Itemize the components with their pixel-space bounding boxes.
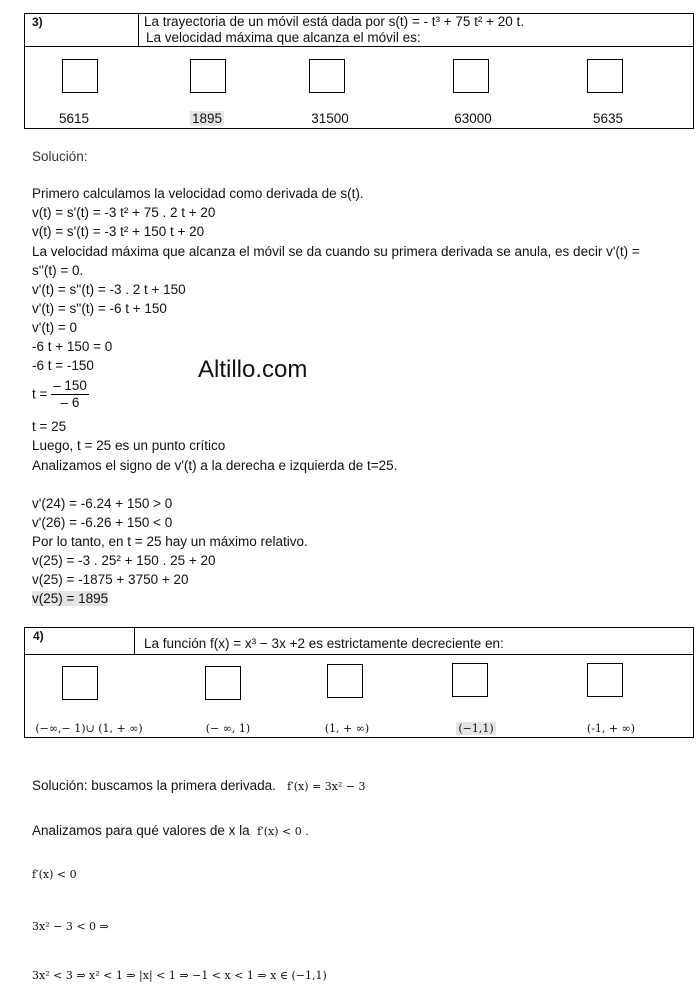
q4-solution-line-1 [32, 777, 366, 796]
option-label-2 [162, 111, 252, 126]
solution-line-5: s''(t) = 0. [32, 263, 84, 278]
solution-line-9: -6 t + 150 = 0 [32, 339, 113, 354]
q4-option-label-2: (− ∞, 1) [205, 722, 251, 735]
question-4-header-line [24, 654, 694, 655]
solution-line-4: La velocidad máxima que alcanza el móvil se da cuando su primera derivada se anula, es decir v'(t) = [32, 244, 640, 259]
solution-line-1: Primero calculamos la velocidad como derivada de s(t). [32, 186, 364, 201]
fraction-line [32, 378, 89, 411]
option-label-5: 5635 [592, 111, 624, 126]
q4-option-checkbox-4[interactable] [452, 663, 488, 697]
q4-highlighted-answer: (−1,1) [458, 722, 494, 735]
solution-line-16: Por lo tanto, en t = 25 hay un máximo relativo. [32, 534, 308, 549]
q4-solution-line-2 [32, 822, 309, 841]
solution-line-18: v(25) = -1875 + 3750 + 20 [32, 572, 189, 587]
solution-line-2: v(t) = s'(t) = -3 t² + 75 . 2 t + 20 [32, 205, 216, 220]
question-3-statement-1: La trayectoria de un móvil está dada por s(t) = - t³ + 75 t² + 20 t. [144, 14, 525, 29]
q4-option-checkbox-3[interactable] [327, 664, 363, 698]
question-3-header-line [24, 46, 694, 47]
solution-line-15: v'(26) = -6.26 + 150 < 0 [32, 515, 173, 530]
q4-derivative-expression: f′(x) = 3x² − 3 [287, 780, 366, 793]
q4-option-label-5: (-1, + ∞) [586, 722, 636, 735]
solution-heading: Solución: [32, 149, 88, 164]
q4-option-label-4 [431, 722, 521, 735]
option-label-4: 63000 [454, 111, 492, 126]
q4-solution-line-3: f′(x) < 0 [32, 868, 77, 881]
q4-solution-line-5: 3x² < 3 ⇒ x² < 1 ⇒ |x| < 1 ⇒ −1 < x < 1 ⇒ x ∈ (−1,1) [32, 969, 327, 982]
option-label-1: 5615 [58, 111, 90, 126]
question-4-number: 4) [33, 629, 44, 643]
option-checkbox-4[interactable] [453, 59, 489, 93]
q4-option-checkbox-1[interactable] [62, 666, 98, 700]
solution-line-11: t = 25 [32, 419, 67, 434]
solution-line-17: v(25) = -3 . 25² + 150 . 25 + 20 [32, 553, 216, 568]
fraction-prefix: t = [32, 386, 48, 402]
solution-line-12: Luego, t = 25 es un punto crítico [32, 438, 226, 453]
question-3-statement-2: La velocidad máxima que alcanza el móvil es: [146, 30, 421, 45]
question-3-number: 3) [32, 15, 43, 29]
question-4-bottom-line [24, 737, 694, 738]
question-4-statement: La función f(x) = x³ − 3x +2 es estrictamente decreciente en: [144, 636, 504, 651]
solution-line-14: v'(24) = -6.24 + 150 > 0 [32, 496, 173, 511]
q4-option-checkbox-2[interactable] [205, 666, 241, 700]
q4-option-label-3: (1, + ∞) [324, 722, 370, 735]
solution-final [32, 590, 108, 608]
solution-line-8: v'(t) = 0 [32, 320, 77, 335]
q4-solution-line-4: 3x² − 3 < 0 ⇒ [32, 920, 109, 933]
fraction-numerator: – 150 [53, 378, 87, 393]
solution-line-10: -6 t = -150 [32, 358, 94, 373]
q4-solution-text-1: Solución: buscamos la primera derivada. [32, 778, 276, 793]
option-checkbox-1[interactable] [62, 59, 98, 93]
final-answer-highlight: v(25) = 1895 [32, 591, 109, 606]
watermark: Altillo.com [198, 356, 308, 383]
solution-line-6: v'(t) = s''(t) = -3 . 2 t + 150 [32, 282, 186, 297]
solution-line-7: v'(t) = s''(t) = -6 t + 150 [32, 301, 167, 316]
option-checkbox-2[interactable] [190, 59, 226, 93]
option-label-3: 31500 [311, 111, 349, 126]
option-checkbox-5[interactable] [587, 59, 623, 93]
solution-line-13: Analizamos el signo de v'(t) a la derecha e izquierda de t=25. [32, 458, 398, 473]
q4-option-label-1: (−∞,− 1)∪ (1, + ∞) [35, 722, 143, 735]
solution-line-3: v(t) = s'(t) = -3 t² + 150 t + 20 [32, 224, 205, 239]
fraction [51, 378, 89, 411]
q4-solution-text-2: Analizamos para qué valores de x la [32, 823, 250, 838]
question-3-bottom-line [24, 128, 694, 129]
fraction-denominator: – 6 [60, 395, 80, 410]
q4-inequality-expression: f′(x) < 0 . [257, 825, 309, 838]
highlighted-answer: 1895 [191, 111, 223, 126]
question-3-divider [138, 13, 139, 46]
option-checkbox-3[interactable] [309, 59, 345, 93]
q4-option-checkbox-5[interactable] [587, 663, 623, 697]
question-4-divider [134, 627, 135, 654]
